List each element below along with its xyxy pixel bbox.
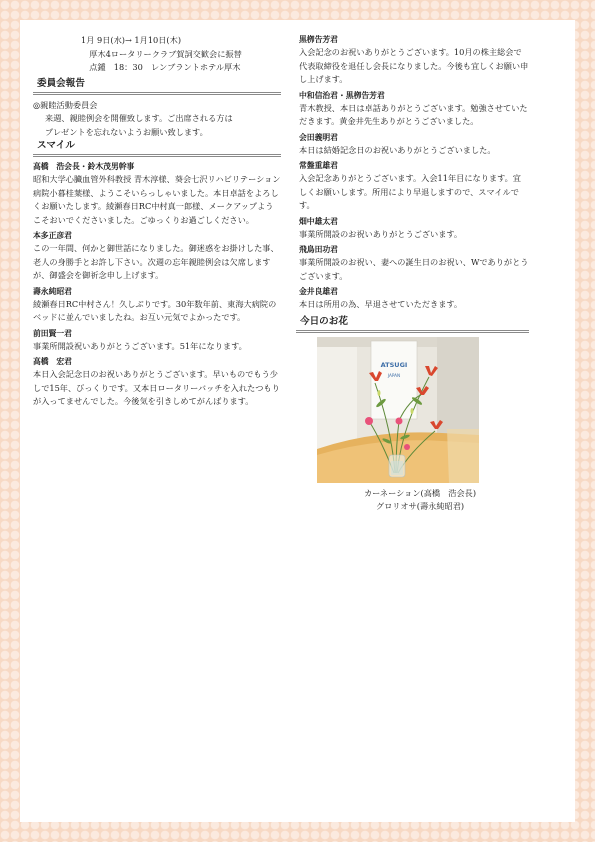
smile-entry	[299, 132, 529, 158]
smile-entry-text: 本日は所用の為、早退させていただきます。	[299, 299, 463, 309]
smile-entry-name: 壽永純昭君	[33, 286, 72, 296]
smile-entry-text: 綾瀬春日RC中村さん！久しぶりです。30年数年前、東海大病院のベッドに並んでいましたね。お互い元気でよかったです。	[33, 298, 277, 322]
smile-entry-text: 青木教授、本日は卓話ありがとうございます。勉強させていただきます。黄金井先生ありがとうございました。	[299, 102, 528, 126]
vase-icon	[389, 455, 405, 477]
smile-entry	[299, 90, 529, 129]
smile-entry-name: 飛鳥田功君	[299, 245, 338, 254]
meeting-schedule: 1月 9日(水)→ 1月10日(木) 厚木4ロータリークラブ賀詞交歓会に振替 点鍾 18：30 レンブラントホテル厚木	[81, 35, 242, 72]
smile-entry-text: この一年間、何かと御世話になりました。御迷惑をお掛けした事、老人の身勝手とお許し下さい。次週の忘年親睦例会は欠席しますが、御盛会を御祈念申し上げます。	[33, 243, 279, 280]
smile-entry-text: 本日入会記念日のお祝いありがとうございます。早いものでもう少しで15年、びっくりです。又本日ロータリーバッチを入れたつもりが入ってませんでした。今後気を引きしめてがんばります。	[33, 369, 280, 406]
smile-entry-text: 入会記念ありがとうございます。入会11年目になります。宜しくお願いします。所用により早退しますので、スマイルです。	[299, 173, 521, 210]
right-column	[299, 34, 529, 514]
smile-entry	[33, 328, 281, 354]
smile-entry	[33, 356, 281, 409]
smile-entry	[33, 161, 281, 227]
smile-entry	[33, 286, 281, 325]
newsletter-page	[20, 20, 575, 822]
committee-item: ◎親睦活動委員会	[33, 99, 98, 110]
flower-caption-gloriosa: グロリオサ(壽永純昭君)	[375, 501, 465, 511]
flower-photo	[317, 337, 479, 483]
smile-entry-text: 事業所開設のお祝い、妻への誕生日のお祝い、Wでありがとうございます。	[299, 257, 529, 281]
left-column	[33, 34, 281, 409]
smile-heading: スマイル	[33, 140, 281, 157]
smile-entry	[299, 244, 529, 283]
smile-entry-name: 高橋 宏君	[33, 357, 72, 366]
smile-entry-name: 金井良雄君	[299, 287, 338, 296]
smile-entry-text: 事業所開設祝いありがとうございます。51年になります。	[33, 340, 247, 351]
smile-entry-name: 常盤重雄君	[299, 161, 338, 170]
smile-entry	[299, 286, 529, 312]
smile-entry-name: 高橋 浩会長・鈴木茂男幹事	[33, 162, 135, 171]
smile-entry-name: 畑中雄太君	[299, 216, 338, 226]
smile-entry-text: 本日は結婚記念日のお祝いありがとうございました。	[299, 144, 496, 155]
smile-entry-name: 本多正彦君	[33, 231, 72, 240]
sign-text: ATSUGI	[380, 360, 408, 369]
smile-entry-text: 昭和大学心臓血管外科教授 青木淳様、葵会七沢リハビリテーション病院小暮桂葉様、ようこそいらっしゃいました。本日卓話をよろしくお願いたします。綾瀬春日RC中村真一郎様、メークアップようこそおいでくださいました。ごゆっくりお過ごしください。	[33, 174, 281, 225]
smile-entry-name: 黒栁告芳君	[299, 35, 338, 44]
committee-heading: 委員会報告	[33, 78, 281, 95]
smile-entry-name: 会田義明君	[299, 132, 338, 142]
sign-subtext: JAPAN	[387, 372, 401, 378]
smile-entry-name: 中和信治君・黒栁告芳君	[299, 90, 385, 100]
smile-entry	[299, 216, 529, 242]
flower-caption-carnation: カーネーション(高橋 浩会長)	[363, 487, 477, 498]
smile-entry-text: 事業所開設のお祝いありがとうございます。	[299, 228, 463, 239]
smile-entry-text: 入会記念のお祝いありがとうございます。10月の株主総会で代表取締役を退任し会長になりました。今後も宜しくお願い申し上げます。	[299, 47, 529, 84]
smile-entry	[299, 160, 529, 213]
flower-heading: 今日のお花	[296, 316, 529, 333]
committee-body: 来週、親睦例会を開催致します。ご出席される方は プレゼントを忘れないようお願い致します。	[45, 113, 233, 137]
smile-entry	[299, 34, 529, 87]
smile-entry	[33, 230, 281, 283]
smile-entry-name: 前田賢一君	[33, 328, 72, 338]
